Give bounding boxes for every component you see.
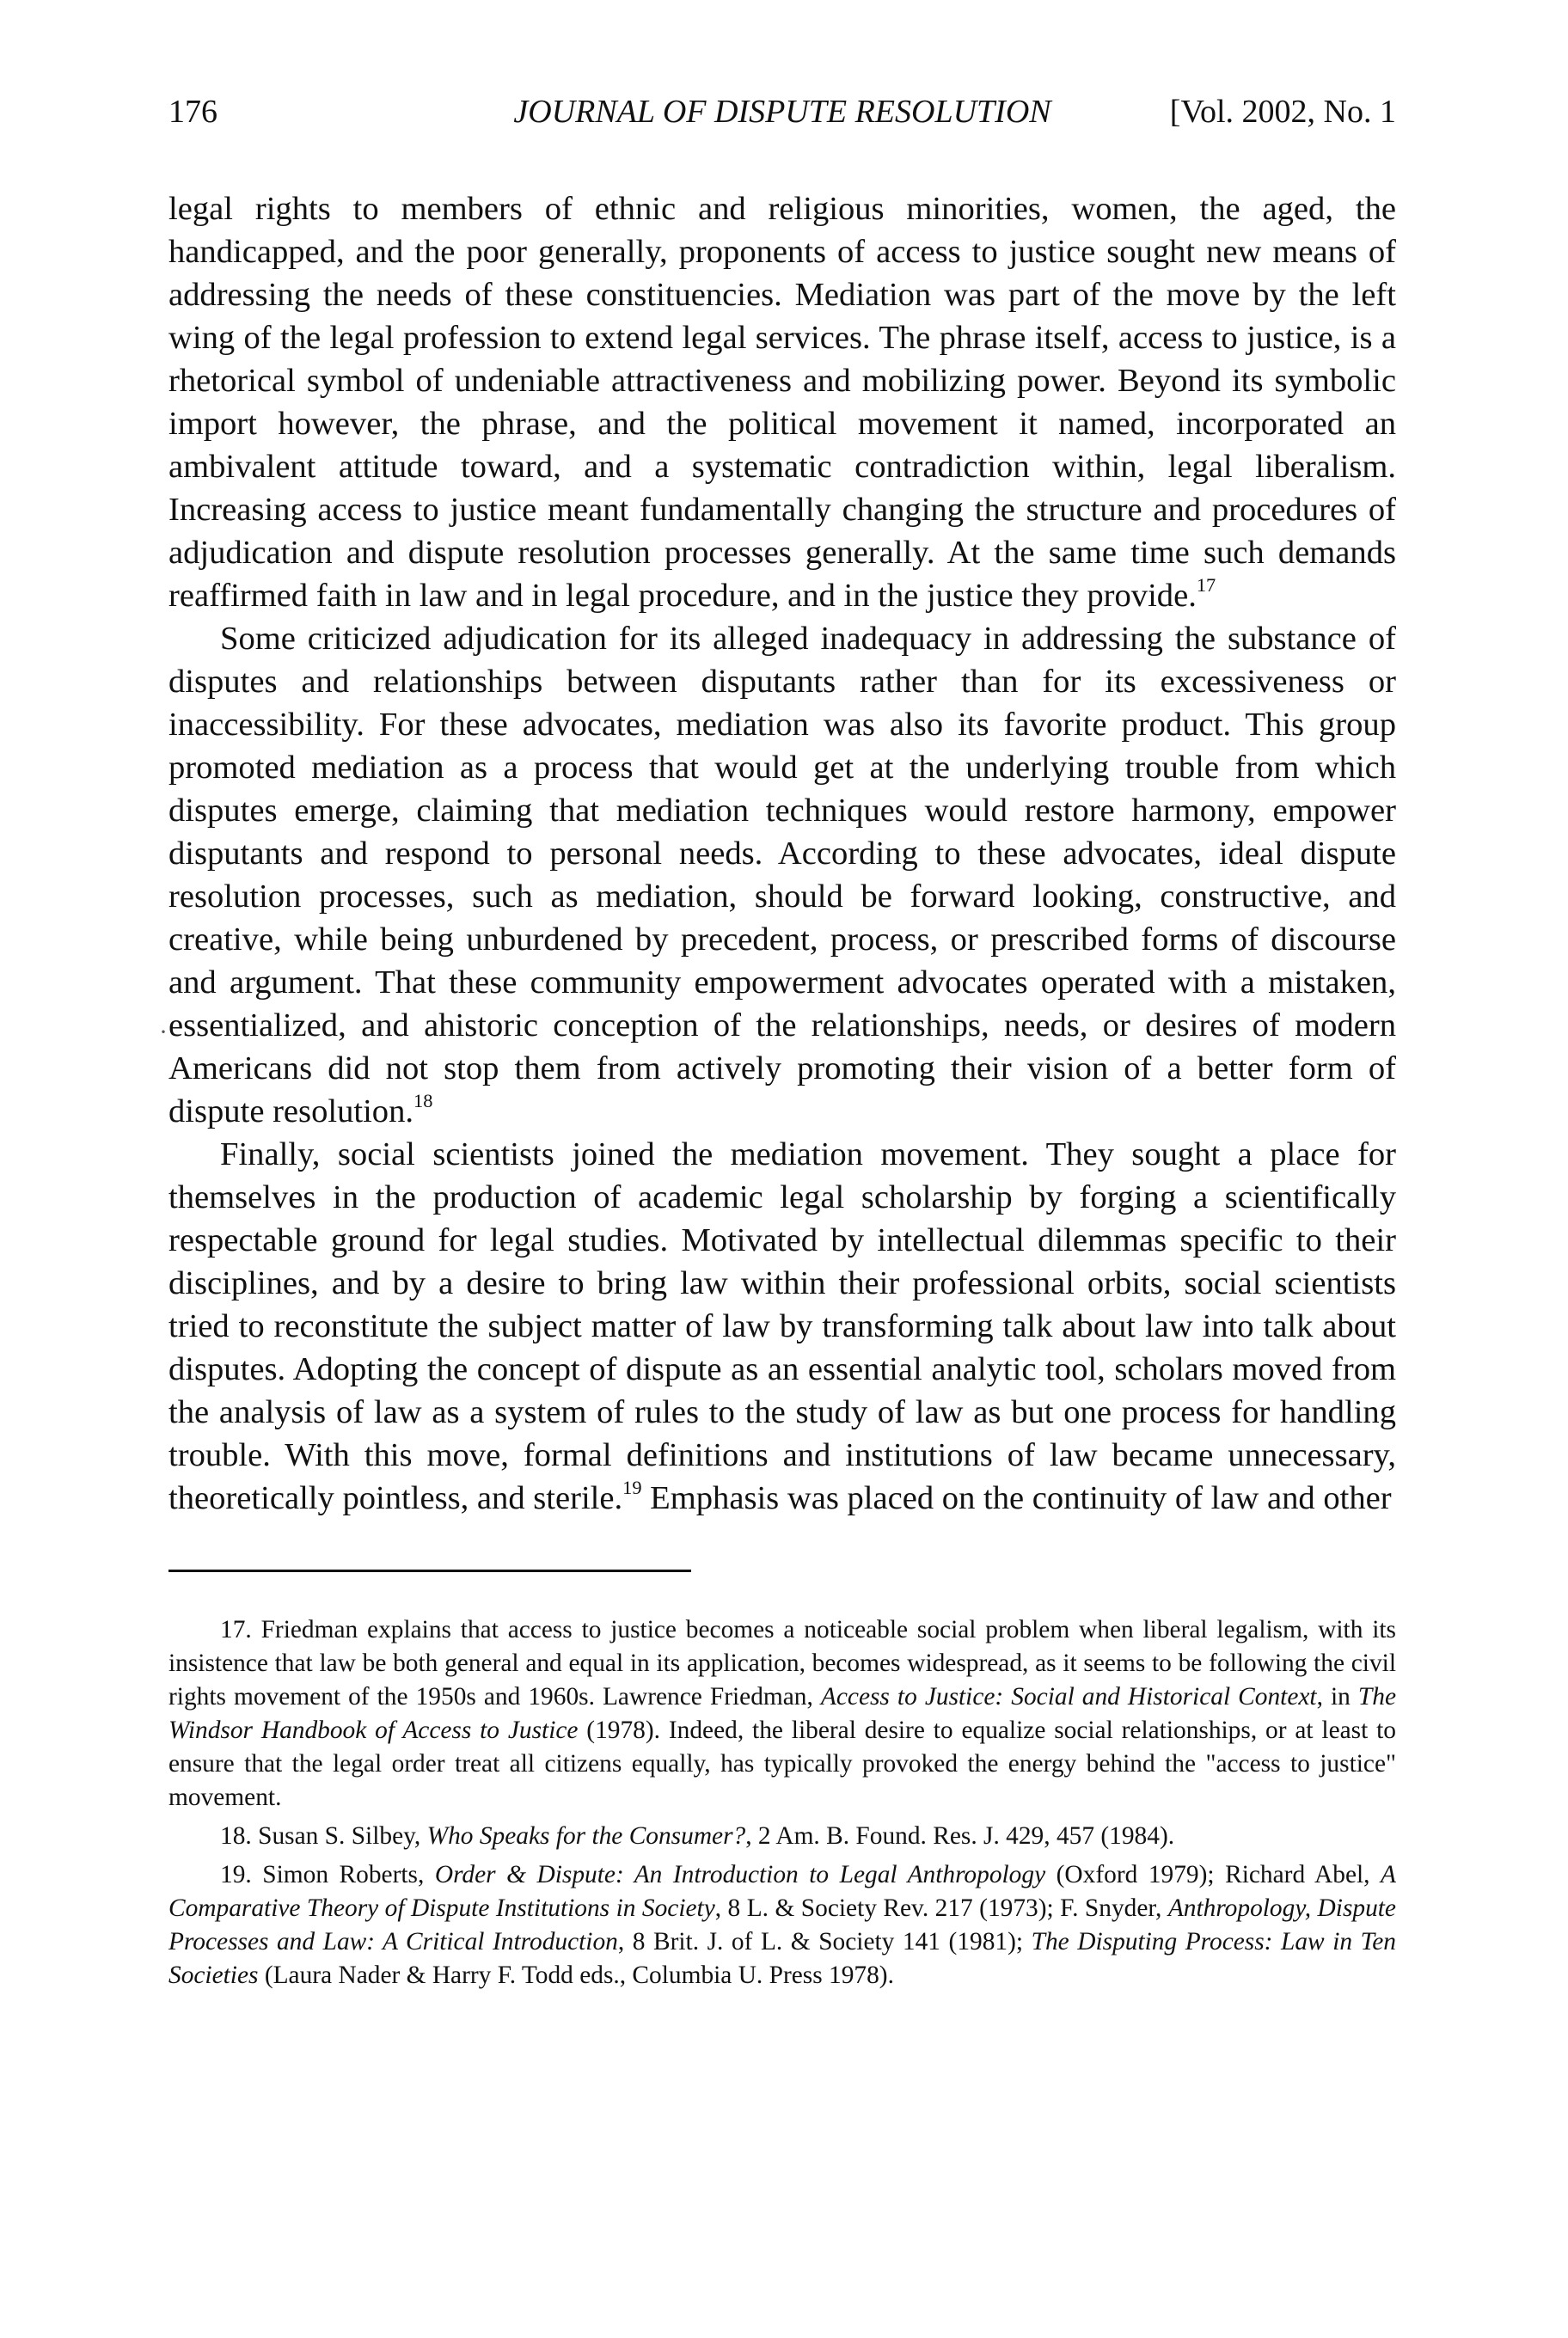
citation-title: Order & Dispute: An Introduction to Legal Anthropology xyxy=(434,1861,1046,1888)
page-number: 176 xyxy=(168,94,217,130)
citation-title: Access to Justice: Social and Historical Context xyxy=(820,1683,1317,1711)
footnote-text: (1978). Indeed, the liberal desire to equalize social relationships, or at least to ensure that the legal order treat all citizens equally, has typically provoked the energy behind the "access to justice" movement. xyxy=(168,1717,1396,1811)
footnote-text: (Oxford 1979); Richard Abel, xyxy=(1045,1861,1381,1888)
footnote-text: (Laura Nader & Harry F. Todd eds., Columbia U. Press 1978). xyxy=(258,1962,894,1989)
footnote-number: 17. xyxy=(220,1616,252,1643)
margin-dot: · xyxy=(159,1018,168,1046)
footnote-text: Simon Roberts, xyxy=(251,1861,435,1888)
running-header xyxy=(168,93,1396,144)
footnote-text: Friedman explains that access to justice becomes a noticeable social problem when liberal legalism, with its insistence that law be both general and equal in its application, becomes widespread, as it seems to be following the civil rights movement of the 1950s and 1960s. Lawrence Friedman, xyxy=(168,1616,1396,1711)
citation-title: Who Speaks for the Consumer? xyxy=(426,1822,746,1850)
paragraph-3-text: Finally, social scientists joined the mediation movement. They sought a place for themselves in the production of academic legal scholarship by forging a scientifically respectable ground for legal studies. Motivated by intellectual dilemmas specific to their disciplines, and by a desire to bring law within their professional orbits, social scientists tried to reconstitute the subject matter of law by transforming talk about law into talk about disputes. Adopting the concept of dispute as an essential analytic tool, scholars moved from the analysis of law as a system of rules to the study of law as but one process for handling trouble. With this move, formal definitions and institutions of law became unnecessary, theoretically pointless, and sterile. xyxy=(168,1136,1396,1516)
paragraph-2-text: Some criticized adjudication for its alleged inadequacy in addressing the substance of disputes and relationships between disputants rather than for its excessiveness or inaccessibility. For these advocates, mediation was also its favorite product. This group promoted mediation as a process that would get at the underlying trouble from which disputes emerge, claiming that mediation techniques would restore harmony, empower disputants and respond to personal needs. According to these advocates, ideal dispute resolution processes, such as mediation, should be forward looking, constructive, and creative, while being unburdened by precedent, process, or prescribed forms of discourse and argument. That these community empowerment advocates operated with a mistaken, essentialized, and ahistoric conception of the relationships, needs, or desires of modern Americans did not stop them from actively promoting their vision of a better form of dispute resolution. xyxy=(168,621,1396,1129)
footnote-ref-17: 17 xyxy=(1196,574,1216,597)
footnote-number: 18. xyxy=(220,1822,252,1850)
footnote-text: , 8 L. & Society Rev. 217 (1973); F. Snyder, xyxy=(714,1894,1168,1922)
footnote-18 xyxy=(168,1820,1396,1853)
citation-title: The Windsor Handbook of Access to Justice xyxy=(168,1683,1396,1744)
footnote-19 xyxy=(168,1858,1396,1992)
footnote-divider xyxy=(168,1570,691,1572)
paragraph-1 xyxy=(168,187,1396,617)
citation-title: Anthropology, Dispute Processes and Law: A Critical Introduction xyxy=(168,1894,1396,1955)
paragraph-2 xyxy=(168,617,1396,1133)
volume-info: [Vol. 2002, No. 1 xyxy=(1169,94,1396,130)
paragraph-3-continuation: Emphasis was placed on the continuity of law and other xyxy=(641,1480,1392,1516)
journal-page xyxy=(168,93,1396,1998)
footnote-17 xyxy=(168,1613,1396,1815)
paragraph-1-text: legal rights to members of ethnic and religious minorities, women, the aged, the handicapped, and the poor generally, proponents of access to justice sought new means of addressing the needs of these constituencies. Mediation was part of the move by the left wing of the legal profession to extend legal services. The phrase itself, access to justice, is a rhetorical symbol of undeniable attractiveness and mobilizing power. Beyond its symbolic import however, the phrase, and the political movement it named, incorporated an ambivalent attitude toward, and a systematic contradiction within, legal liberalism. Increasing access to justice meant fundamentally changing the structure and procedures of adjudication and dispute resolution processes generally. At the same time such demands reaffirmed faith in law and in legal procedure, and in the justice they provide. xyxy=(168,191,1396,614)
body-text xyxy=(168,187,1396,1520)
running-title: JOURNAL OF DISPUTE RESOLUTION xyxy=(513,94,1051,130)
footnote-ref-18: 18 xyxy=(413,1090,433,1112)
footnote-text: , 8 Brit. J. of L. & Society 141 (1981); xyxy=(617,1928,1032,1955)
footnote-text: Susan S. Silbey, xyxy=(251,1822,427,1850)
footnotes xyxy=(168,1613,1396,1992)
citation-title: A Comparative Theory of Dispute Institutions in Society xyxy=(168,1861,1396,1922)
footnote-number: 19. xyxy=(220,1861,252,1888)
footnote-text: , 2 Am. B. Found. Res. J. 429, 457 (1984). xyxy=(745,1822,1175,1850)
paragraph-3 xyxy=(168,1133,1396,1520)
footnote-text: , in xyxy=(1316,1683,1358,1711)
citation-title: The Disputing Process: Law in Ten Societies xyxy=(168,1928,1396,1989)
footnote-ref-19: 19 xyxy=(622,1477,642,1499)
